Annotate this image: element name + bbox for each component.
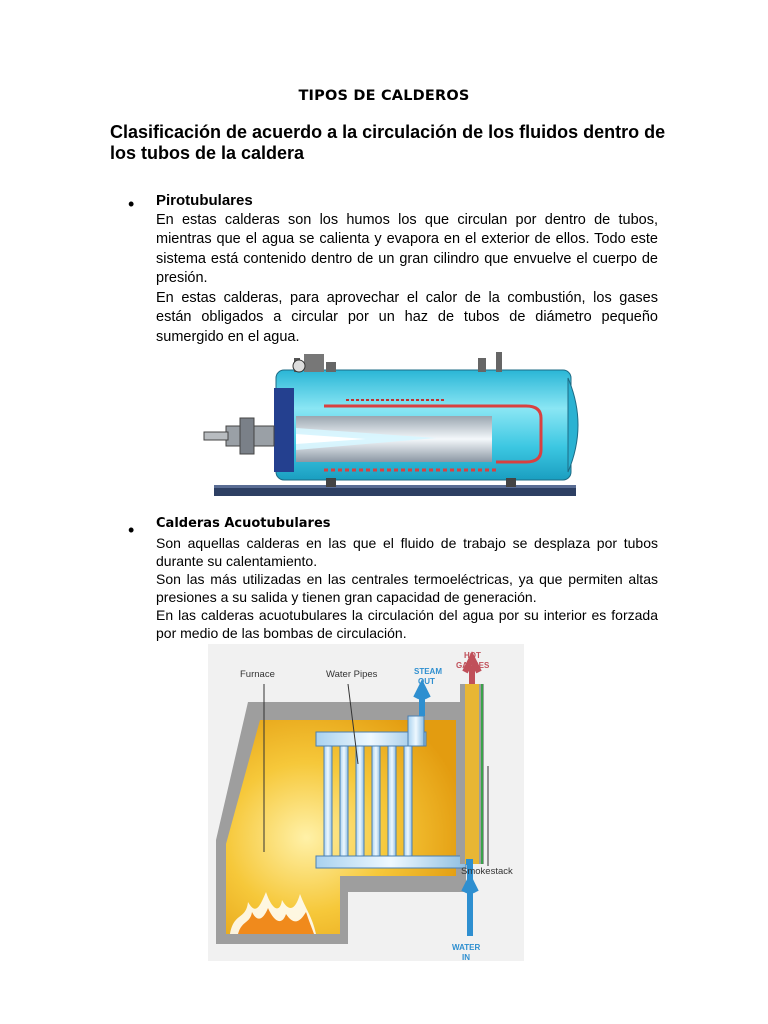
furnace-label: Furnace xyxy=(240,669,275,680)
mud-drum xyxy=(316,856,466,868)
pirotubulares-paragraph-1: En estas calderas son los humos los que circulan por dentro de tubos, mientras que el agua se calienta y evapora en el exterior de ellos. Todo este sistema está contenido dentro de un gran cilindro que envuelve el cuerpo de presión. xyxy=(156,212,658,287)
acuotubulares-paragraph-2: Son las más utilizadas en las centrales termoeléctricas, ya que permiten altas presiones a su salida y tienen gran capacidad de generación. xyxy=(156,571,658,605)
classification-heading: Clasificación de acuerdo a la circulación de los fluidos dentro de los tubos de la caldera xyxy=(110,122,666,163)
acuotubulares-title: Calderas Acuotubulares xyxy=(156,516,331,531)
pirotubulares-paragraph-2: En estas calderas, para aprovechar el calor de la combustión, los gases están obligados a circular por un haz de tubos de diámetro pequeño sumergido en el agua. xyxy=(156,290,658,345)
water-in-label-1: WATER xyxy=(452,943,481,952)
hot-gasses-label-2: GASSES xyxy=(456,661,490,670)
burner-front-plate xyxy=(274,388,294,472)
document-title: TIPOS DE CALDEROS xyxy=(298,88,470,104)
steam-out-label-1: STEAM xyxy=(414,667,442,676)
bullet-acuotubulares: • xyxy=(128,520,135,540)
pirotubulares-title: Pirotubulares xyxy=(156,192,253,209)
acuotubulares-paragraph-3: En las calderas acuotubulares la circulación del agua por su interior es forzada por medio de las bombas de circulación. xyxy=(156,607,658,641)
hot-gasses-label-1: HOT xyxy=(464,651,481,660)
firetube-boiler-illustration xyxy=(196,348,586,504)
bullet-pirotubulares: • xyxy=(128,194,135,214)
smokestack-label: Smokestack xyxy=(461,866,513,877)
watertube-boiler-diagram xyxy=(208,644,524,961)
steam-out-label-2: OUT xyxy=(418,677,435,686)
water-in-label-2: IN xyxy=(462,953,470,961)
boiler-base xyxy=(214,487,576,496)
water-pipes-label: Water Pipes xyxy=(326,669,378,680)
acuotubulares-paragraph-1: Son aquellas calderas en las que el fluido de trabajo se desplaza por tubos durante su calentamiento. xyxy=(156,535,658,569)
